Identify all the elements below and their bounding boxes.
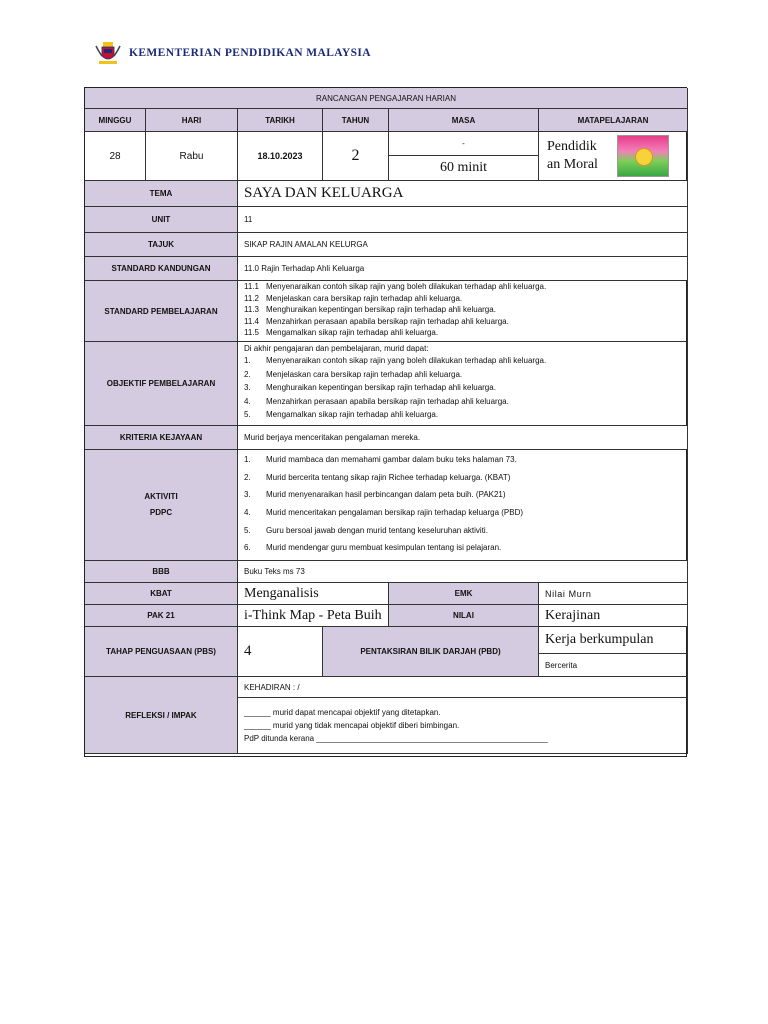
- tajuk-value: SIKAP RAJIN AMALAN KELURGA: [238, 233, 688, 257]
- unit-value: 11: [238, 207, 688, 233]
- list-item: 11.5 Mengamalkan sikap rajin terhadap ahli keluarga.: [244, 328, 439, 338]
- refleksi-line-1: ______ murid dapat mencapai objektif yang ditetapkan.: [244, 708, 441, 717]
- kk-value: Murid berjaya menceritakan pengalaman mereka.: [238, 426, 688, 450]
- bbb-value: Buku Teks ms 73: [238, 561, 688, 583]
- list-item: 6. Murid mendengar guru membuat kesimpulan tentang isi pelajaran.: [244, 543, 502, 553]
- col-hari: HARI: [146, 109, 238, 132]
- aktiviti-list: [238, 450, 688, 561]
- emk-value: Nilai Murn: [539, 583, 688, 605]
- op-label: OBJEKTIF PEMBELAJARAN: [85, 342, 238, 426]
- tajuk-label: TAJUK: [85, 233, 238, 257]
- kbat-label: KBAT: [85, 583, 238, 605]
- pbd-activity: Bercerita: [545, 660, 578, 670]
- col-minggu: MINGGU: [85, 109, 146, 132]
- sk-value: 11.0 Rajin Terhadap Ahli Keluarga: [238, 257, 688, 281]
- ministry-name: KEMENTERIAN PENDIDIKAN MALAYSIA: [129, 47, 372, 59]
- list-item: 1. Menyenaraikan contoh sikap rajin yang boleh dilakukan terhadap ahli keluarga.: [244, 356, 547, 365]
- list-item: 4. Murid menceritakan pengalaman bersikap rajin terhadap keluarga (PBD): [244, 508, 524, 518]
- list-item: 4. Menzahirkan perasaan apabila bersikap rajin terhadap ahli keluarga.: [244, 396, 509, 406]
- nilai-label: NILAI: [389, 605, 539, 627]
- list-item: 11.4 Menzahirkan perasaan apabila bersikap rajin terhadap ahli keluarga.: [244, 316, 509, 326]
- list-item: 11.3 Menghuraikan kepentingan bersikap rajin terhadap ahli keluarga.: [244, 305, 496, 315]
- op-list: [238, 342, 688, 426]
- nilai-value: Kerajinan: [539, 605, 688, 627]
- list-item: 11.1 Menyenaraikan contoh sikap rajin yang boleh dilakukan terhadap ahli keluarga.: [244, 282, 547, 291]
- tarikh-value: 18.10.2023: [238, 132, 323, 181]
- refleksi-line-2: ______ murid yang tidak mencapai objektif diberi bimbingan.: [244, 721, 460, 730]
- tema-label: TEMA: [85, 181, 238, 207]
- aktiviti-label-line1: AKTIVITI: [144, 492, 178, 501]
- refleksi-notes: [238, 698, 687, 753]
- list-item: 11.2 Menjelaskan cara bersikap rajin terhadap ahli keluarga.: [244, 293, 463, 303]
- unit-label: UNIT: [85, 207, 238, 233]
- page-header: [93, 39, 371, 67]
- tp-value: 4: [238, 627, 323, 677]
- op-intro: Di akhir pengajaran dan pembelajaran, murid dapat:: [244, 344, 429, 353]
- list-item: 5. Mengamalkan sikap rajin terhadap ahli keluarga.: [244, 410, 439, 420]
- list-item: 1. Murid mambaca dan memahami gambar dalam buku teks halaman 73.: [244, 455, 517, 465]
- pbd-label: PENTAKSIRAN BILIK DARJAH (PBD): [323, 627, 539, 677]
- sp-label: STANDARD PEMBELAJARAN: [85, 281, 238, 342]
- list-item: 3. Menghuraikan kepentingan bersikap rajin terhadap ahli keluarga.: [244, 383, 496, 393]
- kk-label: KRITERIA KEJAYAAN: [85, 426, 238, 450]
- list-item: 3. Murid menyenaraikan hasil perbincangan dalam peta buih. (PAK21): [244, 490, 506, 500]
- bbb-label: BBB: [85, 561, 238, 583]
- aktiviti-label-line2: PDPC: [149, 508, 173, 517]
- table-title: RANCANGAN PENGAJARAN HARIAN: [85, 88, 688, 109]
- sk-label: STANDARD KANDUNGAN: [85, 257, 238, 281]
- emk-label: EMK: [389, 583, 539, 605]
- pak21-label: PAK 21: [85, 605, 238, 627]
- list-item: 2. Menjelaskan cara bersikap rajin terhadap ahli keluarga.: [244, 369, 463, 379]
- matapelajaran-value: Pendidik an Moral: [547, 139, 598, 172]
- tp-label: TAHAP PENGUASAAN (PBS): [85, 627, 238, 677]
- refleksi-line-3: PdP ditunda kerana ____________________________________________________: [244, 734, 548, 743]
- pbd-cell: [539, 627, 688, 677]
- malaysia-crest-icon: [93, 40, 123, 66]
- kbat-value: Menganalisis: [238, 583, 389, 605]
- hari-value: Rabu: [146, 132, 238, 181]
- pak21-value: i-Think Map - Peta Buih: [238, 605, 389, 627]
- col-tarikh: TARIKH: [238, 109, 323, 132]
- tahun-value: 2: [323, 132, 389, 181]
- masa-duration: 60 minit: [389, 156, 539, 181]
- matapelajaran-cell: [539, 132, 688, 181]
- kehadiran-line: KEHADIRAN : /: [238, 677, 687, 698]
- col-matapelajaran: MATAPELAJARAN: [539, 109, 688, 132]
- list-item: 2. Murid bercerita tentang sikap rajin Richee terhadap keluarga. (KBAT): [244, 472, 511, 482]
- masa-start: -: [389, 132, 539, 156]
- tema-value: SAYA DAN KELUARGA: [238, 181, 688, 207]
- list-item: 5. Guru bersoal jawab dengan murid tentang keseluruhan aktiviti.: [244, 525, 488, 535]
- lesson-plan-table: [84, 87, 687, 757]
- sp-list: [238, 281, 688, 342]
- textbook-cover-image: [617, 135, 669, 177]
- col-masa: MASA: [389, 109, 539, 132]
- minggu-value: 2​8: [85, 132, 146, 181]
- col-tahun: TAHUN: [323, 109, 389, 132]
- pbd-method: Kerja berkumpulan: [539, 627, 687, 654]
- refleksi-cell: [238, 677, 688, 754]
- refleksi-label: REFLEKSI / IMPAK: [85, 677, 238, 754]
- aktiviti-label: [85, 450, 238, 561]
